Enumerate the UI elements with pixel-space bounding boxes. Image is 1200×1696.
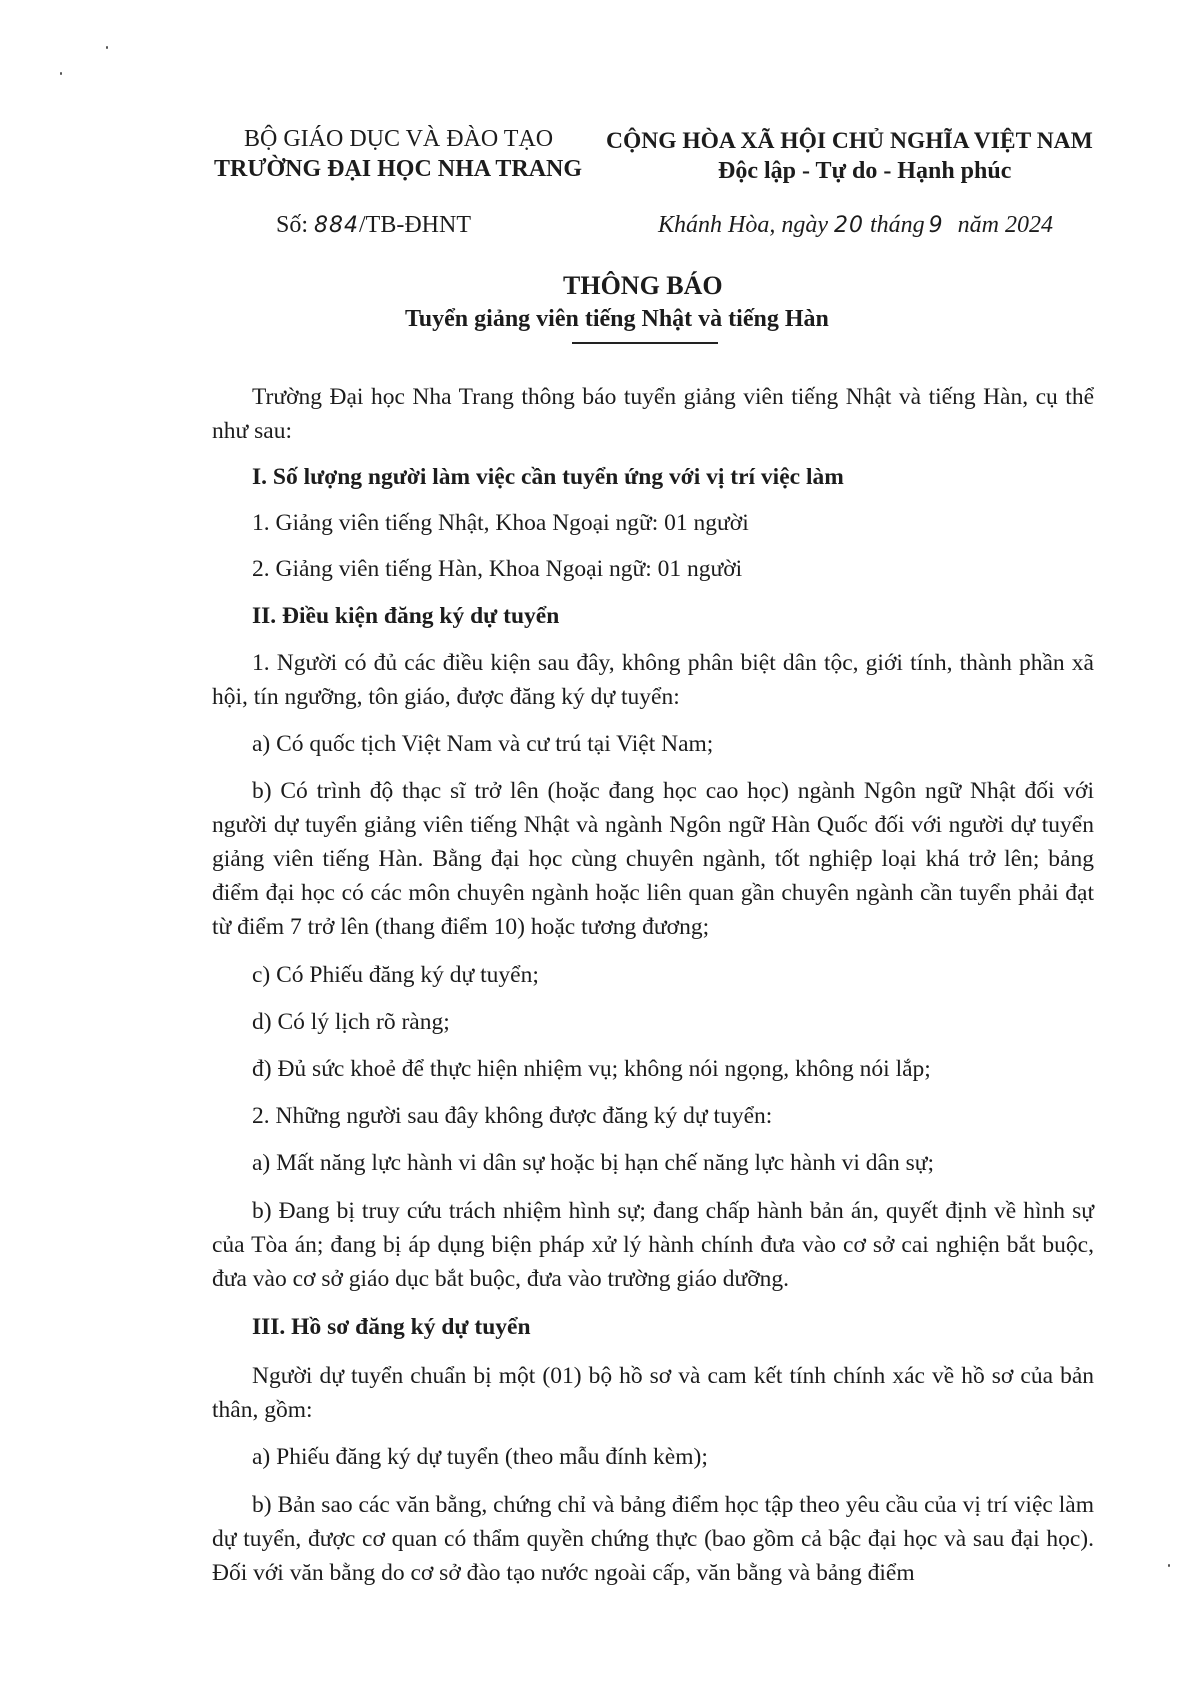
- ministry-name: BỘ GIÁO DỤC VÀ ĐÀO TẠO: [244, 126, 554, 152]
- title-underline: [572, 342, 718, 344]
- date-year: năm 2024: [957, 212, 1054, 238]
- document-number-suffix: /TB-ĐHNT: [359, 212, 471, 238]
- section-3-item-b: b) Bản sao các văn bằng, chứng chỉ và bảng điểm học tập theo yêu cầu của vị trí việc làm dự tuyển, được cơ quan có thẩm quyền chứng thực (bao gồm cả bậc đại học và sau đại học). Đối với văn bằng do cơ sở đào tạo nước ngoài cấp, văn bằng và bảng điểm: [212, 1492, 1094, 1586]
- section-2-item-d: d) Có lý lịch rõ ràng;: [252, 1009, 450, 1035]
- national-motto: Độc lập - Tự do - Hạnh phúc: [718, 158, 1012, 184]
- section-3-item-a: a) Phiếu đăng ký dự tuyển (theo mẫu đính kèm);: [252, 1444, 708, 1470]
- section-2-item-dd: đ) Đủ sức khoẻ để thực hiện nhiệm vụ; không nói ngọng, không nói lắp;: [252, 1056, 931, 1082]
- handwritten-day: 20: [834, 213, 864, 238]
- scan-speck: [106, 46, 108, 49]
- section-2-paragraph-2-item-b: b) Đang bị truy cứu trách nhiệm hình sự; đang chấp hành bản án, quyết định về hình sự của Tòa án; đang bị áp dụng biện pháp xử lý hành chính đưa vào cơ sở cai nghiện bắt buộc, đưa vào cơ sở giáo dục bắt buộc, đưa vào trường giáo dưỡng.: [212, 1198, 1094, 1292]
- section-3-heading: III. Hồ sơ đăng ký dự tuyển: [252, 1314, 531, 1340]
- section-3-intro: Người dự tuyển chuẩn bị một (01) bộ hồ sơ và cam kết tính chính xác về hồ sơ của bản thân, gồm:: [212, 1363, 1094, 1423]
- country-name: CỘNG HÒA XÃ HỘI CHỦ NGHĨA VIỆT NAM: [606, 128, 1093, 154]
- section-2-paragraph-1: 1. Người có đủ các điều kiện sau đây, không phân biệt dân tộc, giới tính, thành phần xã hội, tín ngưỡng, tôn giáo, được đăng ký dự tuyển:: [212, 650, 1094, 710]
- section-1-item-2: 2. Giảng viên tiếng Hàn, Khoa Ngoại ngữ: 01 người: [252, 556, 743, 582]
- handwritten-month: 9: [928, 213, 944, 238]
- section-2-heading: II. Điều kiện đăng ký dự tuyển: [252, 603, 560, 629]
- date-month-label: tháng: [870, 212, 925, 238]
- section-2-paragraph-2: 2. Những người sau đây không được đăng ký dự tuyển:: [252, 1103, 773, 1129]
- document-number-prefix: Số:: [276, 212, 309, 238]
- date-place: Khánh Hòa, ngày: [658, 212, 828, 238]
- section-1-item-1: 1. Giảng viên tiếng Nhật, Khoa Ngoại ngữ: 01 người: [252, 510, 749, 536]
- document-title: THÔNG BÁO: [563, 271, 723, 300]
- section-2-paragraph-2-item-a: a) Mất năng lực hành vi dân sự hoặc bị hạn chế năng lực hành vi dân sự;: [252, 1150, 934, 1176]
- document-number: [276, 212, 471, 239]
- section-2-item-c: c) Có Phiếu đăng ký dự tuyển;: [252, 962, 539, 988]
- section-2-item-b: b) Có trình độ thạc sĩ trở lên (hoặc đang học cao học) ngành Ngôn ngữ Nhật đối với người dự tuyển giảng viên tiếng Nhật và ngành Ngôn ngữ Hàn Quốc đối với người dự tuyển giảng viên tiếng Hàn. Bằng đại học cùng chuyên ngành, tốt nghiệp loại khá trở lên; bảng điểm đại học có các môn chuyên ngành hoặc liên quan gần chuyên ngành cần tuyển phải đạt từ điểm 7 trở lên (thang điểm 10) hoặc tương đương;: [212, 778, 1094, 940]
- university-name: TRƯỜNG ĐẠI HỌC NHA TRANG: [214, 156, 583, 182]
- scan-speck: [60, 72, 62, 75]
- section-2-item-a: a) Có quốc tịch Việt Nam và cư trú tại Việt Nam;: [252, 731, 714, 757]
- date-line: [658, 212, 1053, 239]
- handwritten-number: 884: [314, 213, 360, 238]
- section-1-heading: I. Số lượng người làm việc cần tuyển ứng với vị trí việc làm: [252, 464, 844, 490]
- document-subtitle: Tuyển giảng viên tiếng Nhật và tiếng Hàn: [405, 306, 829, 332]
- scan-speck: [1168, 1564, 1170, 1567]
- intro-paragraph: Trường Đại học Nha Trang thông báo tuyển giảng viên tiếng Nhật và tiếng Hàn, cụ thể như sau:: [212, 384, 1094, 444]
